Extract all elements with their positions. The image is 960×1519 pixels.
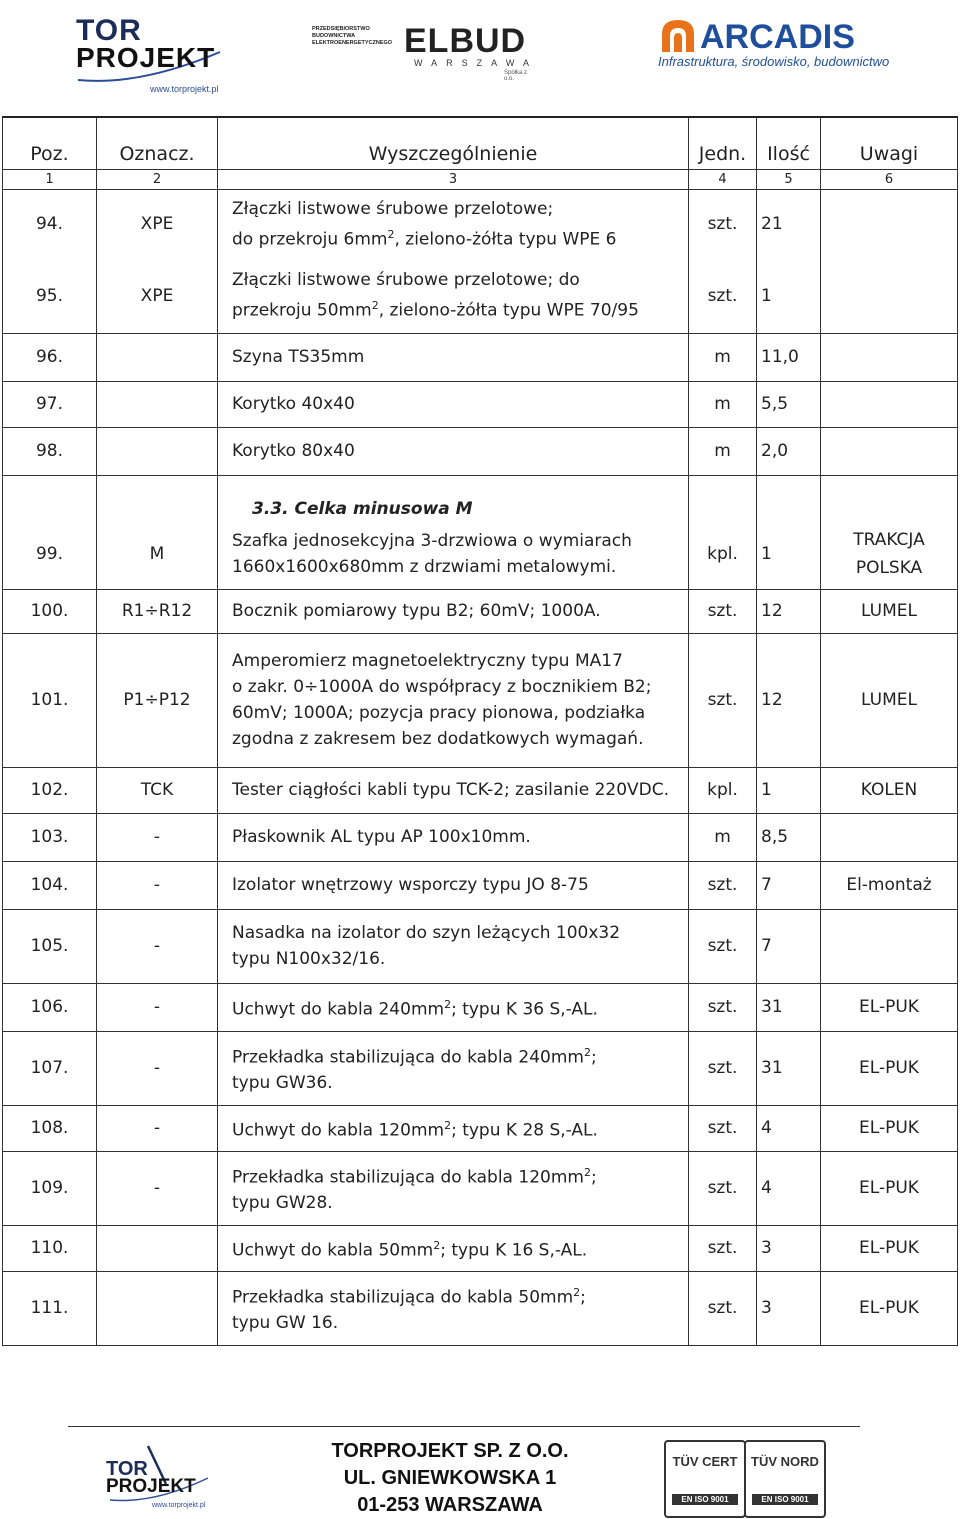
cell-description: Bocznik pomiarowy typu B2; 60mV; 1000A. xyxy=(218,589,689,633)
cell-poz: 100. xyxy=(3,589,97,633)
cell-description xyxy=(218,189,689,259)
header-ilosc: Ilość xyxy=(757,117,821,169)
cell-uwagi: KOLEN xyxy=(821,767,958,813)
table-row xyxy=(3,1225,958,1271)
cell-oznacz: - xyxy=(97,983,218,1031)
description-line: 60mV; 1000A; pozycja pracy pionowa, podziałka xyxy=(232,703,646,723)
description-line: o zakr. 0÷1000A do współpracy z bocznikiem B2; xyxy=(232,677,652,697)
description-text: ; typu K 36 S,-AL. xyxy=(451,999,598,1020)
cell-ilosc: 12 xyxy=(757,589,821,633)
description-text: Uchwyt do kabla 120mm xyxy=(232,1120,445,1141)
cell-jedn: szt. xyxy=(689,861,757,909)
cell-poz: 108. xyxy=(3,1105,97,1151)
superscript: 2 xyxy=(433,1238,441,1252)
cell-jedn: szt. xyxy=(689,1271,757,1345)
footer-logo-line1: TOR xyxy=(106,1458,148,1480)
cell-poz: 101. xyxy=(3,633,97,767)
company-city: 01-253 WARSZAWA xyxy=(357,1494,543,1516)
cell-uwagi xyxy=(821,813,958,861)
table-row xyxy=(3,983,958,1031)
cell-description: Tester ciągłości kabli typu TCK-2; zasilanie 220VDC. xyxy=(218,767,689,813)
cell-ilosc: 1 xyxy=(757,259,821,333)
torprojekt-logo xyxy=(70,12,230,96)
description-line: typu N100x32/16. xyxy=(232,949,386,969)
uwagi-line: TRAKCJA xyxy=(853,529,925,550)
col-number: 6 xyxy=(821,169,958,189)
description-line xyxy=(232,1040,688,1071)
header-uwagi: Uwagi xyxy=(821,117,958,169)
cell-oznacz: XPE xyxy=(97,189,218,259)
cell-uwagi: EL-PUK xyxy=(821,1271,958,1345)
cell-uwagi: EL-PUK xyxy=(821,1031,958,1105)
description-text: , zielono-żółta typu WPE 6 xyxy=(394,229,617,250)
elbud-logo-suffix: Spółka z o.o. xyxy=(504,70,528,82)
cell-description xyxy=(218,1105,689,1151)
arcadis-logo xyxy=(656,16,906,72)
cell-uwagi xyxy=(821,333,958,381)
table-row xyxy=(3,1151,958,1225)
col-number: 3 xyxy=(218,169,689,189)
cell-ilosc: 3 xyxy=(757,1271,821,1345)
cell-poz: 102. xyxy=(3,767,97,813)
cell-oznacz: - xyxy=(97,1151,218,1225)
cell-poz: 97. xyxy=(3,381,97,427)
cell-ilosc: 7 xyxy=(757,909,821,983)
cell-uwagi: EL-PUK xyxy=(821,983,958,1031)
cell-uwagi xyxy=(821,259,958,333)
cell-ilosc: 4 xyxy=(757,1105,821,1151)
cell-poz: 98. xyxy=(3,427,97,475)
cell-poz: 110. xyxy=(3,1225,97,1271)
description-line xyxy=(232,222,688,253)
cell-ilosc: 2,0 xyxy=(757,427,821,475)
cell-oznacz: - xyxy=(97,1105,218,1151)
cell-uwagi xyxy=(821,189,958,259)
description-text: Uchwyt do kabla 240mm xyxy=(232,999,445,1020)
section-row xyxy=(3,475,958,519)
cell-description: Korytko 40x40 xyxy=(218,381,689,427)
description-text: Przekładka stabilizująca do kabla 50mm xyxy=(232,1287,574,1308)
cell-empty xyxy=(757,475,821,519)
elbud-logo-name: ELBUD xyxy=(404,22,527,60)
cell-jedn: szt. xyxy=(689,1031,757,1105)
tuv-nord-iso: EN ISO 9001 xyxy=(752,1494,818,1505)
cell-description: Izolator wnętrzowy wsporczy typu JO 8-75 xyxy=(218,861,689,909)
cell-jedn: m xyxy=(689,381,757,427)
cell-ilosc: 7 xyxy=(757,861,821,909)
table-row xyxy=(3,633,958,767)
description-text: ; typu K 28 S,-AL. xyxy=(451,1120,598,1141)
section-title: 3.3. Celka minusowa M xyxy=(218,475,689,519)
cell-description xyxy=(218,519,689,589)
cell-uwagi: LUMEL xyxy=(821,633,958,767)
cell-ilosc: 5,5 xyxy=(757,381,821,427)
table-row xyxy=(3,1271,958,1345)
tuv-cert-mark: TÜV CERT xyxy=(672,1454,738,1469)
col-number: 1 xyxy=(3,169,97,189)
torprojekt-logo-line2: PROJEKT xyxy=(76,42,216,73)
description-text: Przekładka stabilizująca do kabla 120mm xyxy=(232,1167,584,1188)
superscript: 2 xyxy=(371,299,379,313)
cell-oznacz: - xyxy=(97,1031,218,1105)
cell-ilosc: 21 xyxy=(757,189,821,259)
table-row xyxy=(3,427,958,475)
description-line: 1660x1600x680mm z drzwiami metalowymi. xyxy=(232,556,617,577)
description-text: ; xyxy=(590,1047,597,1068)
cell-uwagi: EL-PUK xyxy=(821,1151,958,1225)
footer-divider xyxy=(68,1426,860,1427)
table-row xyxy=(3,381,958,427)
column-number-row xyxy=(3,169,958,189)
footer-logo-url: www.torprojekt.pl xyxy=(152,1502,206,1509)
torprojekt-logo-url: www.torprojekt.pl xyxy=(150,84,219,94)
description-text: Uchwyt do kabla 50mm xyxy=(232,1240,434,1261)
cell-empty xyxy=(821,475,958,519)
cell-jedn: szt. xyxy=(689,633,757,767)
table-row xyxy=(3,813,958,861)
tuv-cert-badge-icon xyxy=(664,1440,746,1518)
cell-ilosc: 31 xyxy=(757,983,821,1031)
cell-poz: 104. xyxy=(3,861,97,909)
col-number: 2 xyxy=(97,169,218,189)
cell-ilosc: 12 xyxy=(757,633,821,767)
description-line xyxy=(232,293,688,324)
header-jedn: Jedn. xyxy=(689,117,757,169)
superscript: 2 xyxy=(444,997,452,1011)
description-text: ; xyxy=(590,1167,597,1188)
table-row xyxy=(3,909,958,983)
header-poz: Poz. xyxy=(3,117,97,169)
cell-empty xyxy=(3,475,97,519)
company-address xyxy=(300,1438,600,1519)
footer-logo-line2: PROJEKT xyxy=(106,1476,196,1497)
cell-ilosc: 4 xyxy=(757,1151,821,1225)
cell-uwagi: LUMEL xyxy=(821,589,958,633)
table-header-row xyxy=(3,117,958,169)
cell-uwagi: EL-PUK xyxy=(821,1105,958,1151)
superscript: 2 xyxy=(573,1285,581,1299)
cell-description: Korytko 80x40 xyxy=(218,427,689,475)
description-text: do przekroju 6mm xyxy=(232,229,388,250)
description-line: Złączki listwowe śrubowe przelotowe; xyxy=(232,198,554,219)
cell-description xyxy=(218,259,689,333)
cell-ilosc: 11,0 xyxy=(757,333,821,381)
table-row xyxy=(3,259,958,333)
page-footer xyxy=(0,1426,960,1519)
cell-uwagi: El-montaż xyxy=(821,861,958,909)
cell-description xyxy=(218,1271,689,1345)
cell-uwagi xyxy=(821,381,958,427)
elbud-logo xyxy=(312,20,538,82)
cell-description xyxy=(218,1031,689,1105)
cell-oznacz: - xyxy=(97,861,218,909)
cell-jedn: szt. xyxy=(689,1105,757,1151)
superscript: 2 xyxy=(444,1118,452,1132)
description-line: typu GW28. xyxy=(232,1193,333,1214)
description-text: ; typu K 16 S,-AL. xyxy=(440,1240,588,1261)
company-name: TORPROJEKT SP. Z O.O. xyxy=(331,1440,569,1462)
cell-oznacz xyxy=(97,1225,218,1271)
description-line: Złączki listwowe śrubowe przelotowe; do xyxy=(232,270,580,291)
cell-oznacz: - xyxy=(97,909,218,983)
cell-poz: 96. xyxy=(3,333,97,381)
cell-jedn: szt. xyxy=(689,589,757,633)
cell-oznacz: P1÷P12 xyxy=(97,633,218,767)
cell-jedn: kpl. xyxy=(689,767,757,813)
cell-jedn: szt. xyxy=(689,1225,757,1271)
arcadis-logo-name: ARCADIS xyxy=(700,18,855,56)
cell-oznacz xyxy=(97,1271,218,1345)
superscript: 2 xyxy=(583,1165,591,1179)
cell-poz: 103. xyxy=(3,813,97,861)
description-text: , zielono-żółta typu WPE 70/95 xyxy=(378,301,639,322)
description-text: przekroju 50mm xyxy=(232,301,372,322)
cell-poz: 99. xyxy=(3,519,97,589)
cell-oznacz: XPE xyxy=(97,259,218,333)
header-wyszczegolnienie: Wyszczególnienie xyxy=(218,117,689,169)
cell-poz: 111. xyxy=(3,1271,97,1345)
cell-description xyxy=(218,633,689,767)
description-line: typu GW 16. xyxy=(232,1313,339,1334)
cell-oznacz: - xyxy=(97,813,218,861)
cell-uwagi xyxy=(821,427,958,475)
cell-poz: 107. xyxy=(3,1031,97,1105)
cell-jedn: kpl. xyxy=(689,519,757,589)
cell-jedn: m xyxy=(689,813,757,861)
cell-jedn: szt. xyxy=(689,983,757,1031)
description-text: ; xyxy=(580,1287,586,1308)
cell-jedn: szt. xyxy=(689,1151,757,1225)
cell-description: Płaskownik AL typu AP 100x10mm. xyxy=(218,813,689,861)
description-line xyxy=(232,1160,688,1191)
cell-ilosc: 8,5 xyxy=(757,813,821,861)
cell-oznacz xyxy=(97,333,218,381)
company-street: UL. GNIEWKOWSKA 1 xyxy=(343,1467,557,1489)
cell-description xyxy=(218,909,689,983)
cell-empty xyxy=(689,475,757,519)
table-row xyxy=(3,861,958,909)
col-number: 5 xyxy=(757,169,821,189)
arcadis-emblem-icon xyxy=(658,18,698,54)
table-row xyxy=(3,1105,958,1151)
tuv-nord-badge-icon xyxy=(744,1440,826,1518)
cell-oznacz: M xyxy=(97,519,218,589)
cell-oznacz: R1÷R12 xyxy=(97,589,218,633)
col-number: 4 xyxy=(689,169,757,189)
table-row xyxy=(3,767,958,813)
header-oznacz: Oznacz. xyxy=(97,117,218,169)
torprojekt-logo-line1: TOR xyxy=(76,14,142,47)
cell-poz: 94. xyxy=(3,189,97,259)
cell-jedn: m xyxy=(689,333,757,381)
tuv-cert-iso: EN ISO 9001 xyxy=(672,1494,738,1505)
cell-uwagi xyxy=(821,519,958,589)
description-line: Nasadka na izolator do szyn leżących 100x32 xyxy=(232,923,621,943)
table-row xyxy=(3,333,958,381)
cell-poz: 95. xyxy=(3,259,97,333)
description-line: Szafka jednosekcyjna 3-drzwiowa o wymiarach xyxy=(232,530,632,551)
cell-poz: 105. xyxy=(3,909,97,983)
cell-ilosc: 31 xyxy=(757,1031,821,1105)
arcadis-logo-tagline: Infrastruktura, środowisko, budownictwo xyxy=(658,54,890,69)
uwagi-line: POLSKA xyxy=(855,557,923,578)
table-row xyxy=(3,519,958,589)
description-line xyxy=(232,1280,688,1311)
cell-ilosc: 1 xyxy=(757,767,821,813)
cell-description: Szyna TS35mm xyxy=(218,333,689,381)
table-row xyxy=(3,1031,958,1105)
cell-oznacz: TCK xyxy=(97,767,218,813)
tuv-nord-mark: TÜV NORD xyxy=(751,1454,819,1469)
cell-oznacz xyxy=(97,381,218,427)
elbud-logo-city: WARSZAWA xyxy=(414,58,538,68)
cell-description xyxy=(218,1151,689,1225)
table-row xyxy=(3,189,958,259)
description-text: Przekładka stabilizująca do kabla 240mm xyxy=(232,1047,584,1068)
cell-uwagi xyxy=(821,909,958,983)
page-header xyxy=(0,0,960,104)
cell-poz: 106. xyxy=(3,983,97,1031)
description-line: typu GW36. xyxy=(232,1073,333,1094)
cell-ilosc: 1 xyxy=(757,519,821,589)
cell-uwagi: EL-PUK xyxy=(821,1225,958,1271)
cell-description xyxy=(218,983,689,1031)
cell-jedn: m xyxy=(689,427,757,475)
cell-description xyxy=(218,1225,689,1271)
superscript: 2 xyxy=(583,1045,591,1059)
cell-jedn: szt. xyxy=(689,909,757,983)
specification-table xyxy=(2,116,958,1346)
elbud-logo-small-text: PRZEDSIĘBIORSTWO BUDOWNICTWA ELEKTROENERGETYCZNEGO xyxy=(312,26,393,46)
superscript: 2 xyxy=(387,227,395,241)
cell-ilosc: 3 xyxy=(757,1225,821,1271)
cell-empty xyxy=(97,475,218,519)
cell-jedn: szt. xyxy=(689,259,757,333)
cell-poz: 109. xyxy=(3,1151,97,1225)
cell-oznacz xyxy=(97,427,218,475)
cell-jedn: szt. xyxy=(689,189,757,259)
footer-torprojekt-logo xyxy=(104,1444,214,1514)
description-line: zgodna z zakresem bez dodatkowych wymagań. xyxy=(232,729,644,749)
table-row xyxy=(3,589,958,633)
description-line: Amperomierz magnetoelektryczny typu MA17 xyxy=(232,651,623,671)
